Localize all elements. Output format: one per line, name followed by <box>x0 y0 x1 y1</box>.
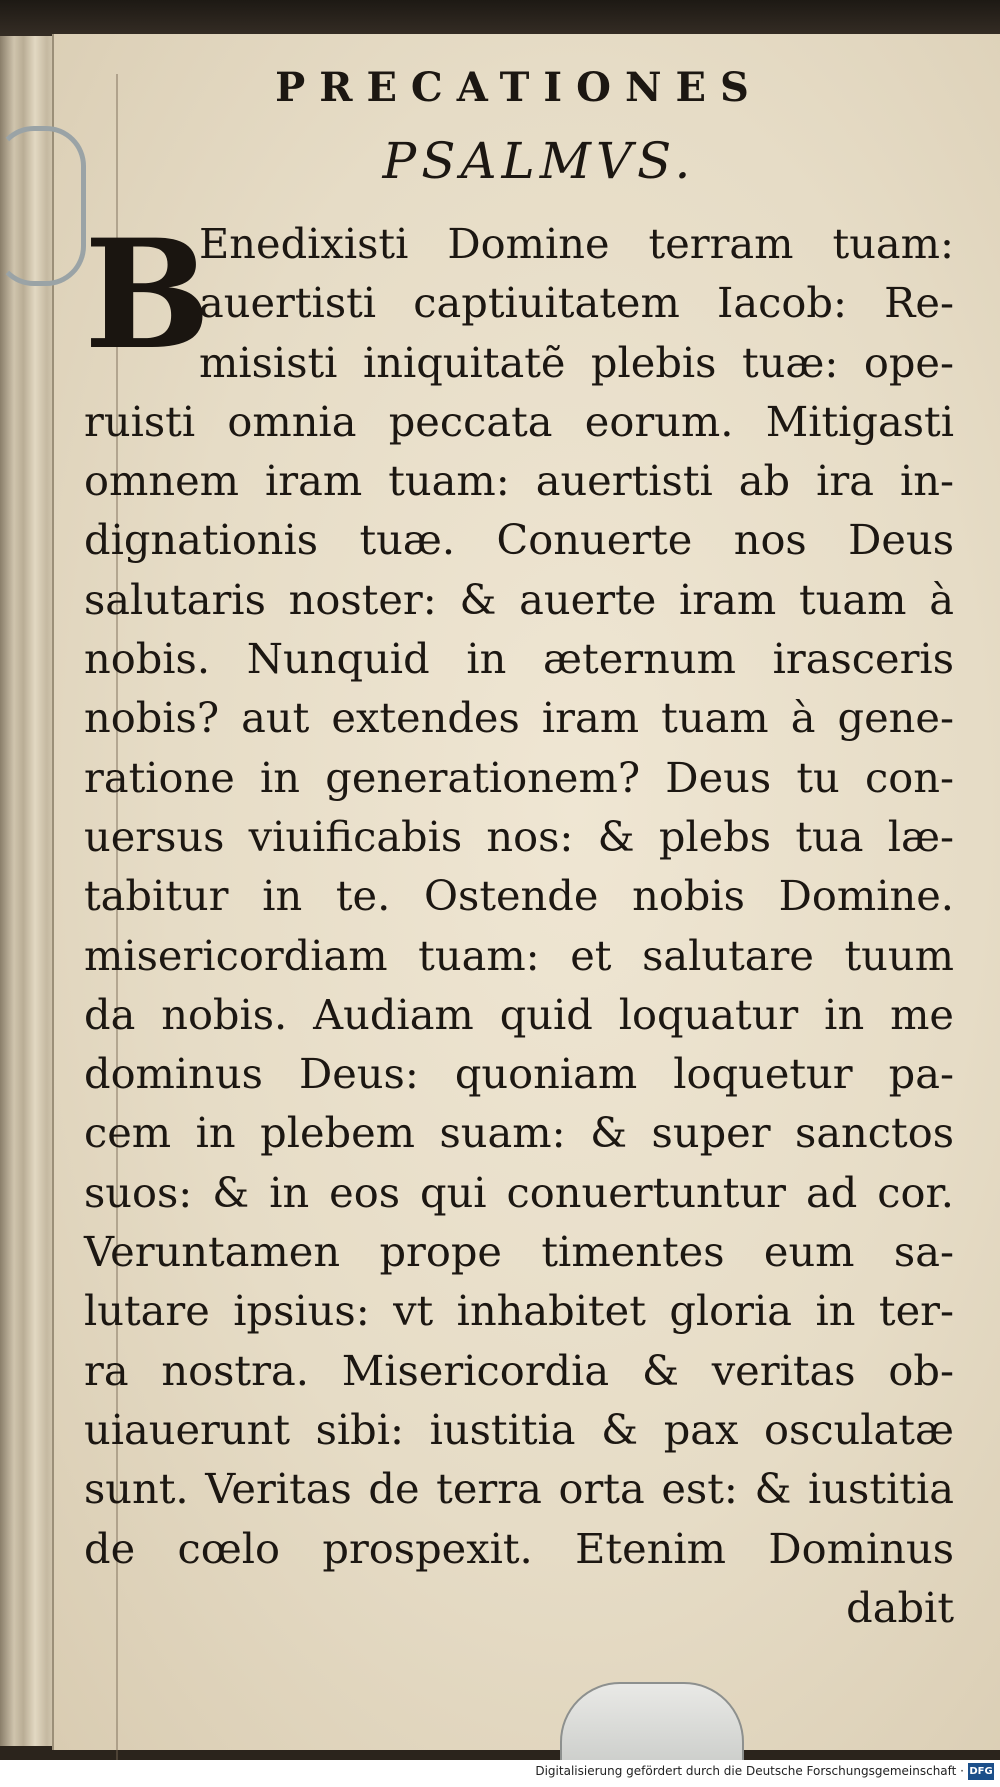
funding-credit: Digitalisierung gefördert durch die Deutsche Forschungsgemeinschaft · <box>535 1764 964 1778</box>
text-line: misisti iniquitatẽ plebis tuæ: ope- <box>199 337 954 387</box>
drop-cap: B <box>84 207 211 383</box>
section-title: PSALMVS. <box>382 132 696 190</box>
text-line: suos: & in eos qui conuertuntur ad cor. <box>84 1167 954 1217</box>
text-line: sunt. Veritas de terra orta est: & iustitia <box>84 1464 954 1514</box>
text-line: misericordiam tuam: et salutare tuum <box>84 930 954 980</box>
text-line: tabitur in te. Ostende nobis Domine. <box>84 871 954 921</box>
text-line: uiauerunt sibi: iustitia & pax osculatæ <box>84 1404 954 1454</box>
text-line: omnem iram tuam: auertisti ab ira in- <box>84 456 954 506</box>
text-line: dominus Deus: quoniam loquetur pa- <box>84 1049 954 1099</box>
text-line: da nobis. Audiam quid loquatur in me <box>84 989 954 1039</box>
page-clip <box>0 126 86 286</box>
text-line: salutaris noster: & auerte iram tuam à <box>84 574 954 624</box>
text-line: uersus viuificabis nos: & plebs tua læ- <box>84 811 954 861</box>
page-holder-tab <box>560 1682 744 1760</box>
page-text <box>84 60 954 1637</box>
text-line: ratione in generationem? Deus tu con- <box>84 752 954 802</box>
digitization-footer <box>0 1760 1000 1787</box>
text-line: nobis. Nunquid in æternum irasceris <box>84 634 954 684</box>
text-line: ruisti omnia peccata eorum. Mitigasti <box>84 396 954 446</box>
text-line: dignationis tuæ. Conuerte nos Deus <box>84 515 954 565</box>
dfg-logo: DFG <box>968 1763 994 1780</box>
text-line: ra nostra. Misericordia & veritas ob- <box>84 1345 954 1395</box>
text-line: lutare ipsius: vt inhabitet gloria in ter- <box>84 1286 954 1336</box>
text-line: nobis? aut extendes iram tuam à gene- <box>84 693 954 743</box>
text-line: Enedixisti Domine terram tuam: <box>199 219 954 268</box>
running-header: PRECATIONES <box>275 64 763 111</box>
text-line: de cœlo prospexit. Etenim Dominus <box>84 1523 954 1573</box>
text-line: cem in plebem suam: & super sanctos <box>84 1108 954 1158</box>
text-line: auertisti captiuitatem Iacob: Re- <box>199 278 954 328</box>
text-line: Veruntamen prope timentes eum sa- <box>84 1227 954 1277</box>
psalm-text <box>84 207 954 1637</box>
catchword: dabit <box>846 1582 954 1632</box>
